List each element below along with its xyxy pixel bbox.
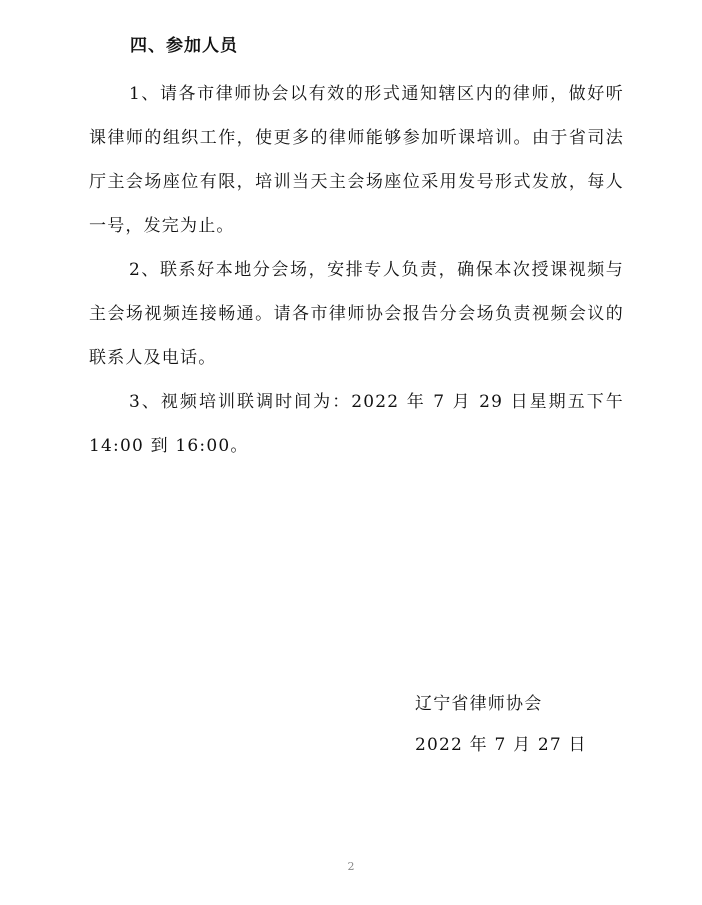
signature-date: 2022 年 7 月 27 日 [415,735,587,755]
paragraph-item-2: 2、联系好本地分会场，安排专人负责，确保本次授课视频与主会场视频连接畅通。请各市律师协会报告分会场负责视频会议的联系人及电话。 [89,260,624,368]
section-heading: 四、参加人员 [130,36,238,56]
paragraph-item-3: 3、视频培训联调时间为：2022 年 7 月 29 日星期五下午 14:00 到 16:00。 [89,392,624,456]
signature-organization: 辽宁省律师协会 [415,694,543,714]
paragraph-item-1: 1、请各市律师协会以有效的形式通知辖区内的律师，做好听课律师的组织工作，使更多的律师能够参加听课培训。由于省司法厅主会场座位有限，培训当天主会场座位采用发号形式发放，每人一号，发完为止。 [89,84,624,236]
page-number: 2 [347,860,355,873]
